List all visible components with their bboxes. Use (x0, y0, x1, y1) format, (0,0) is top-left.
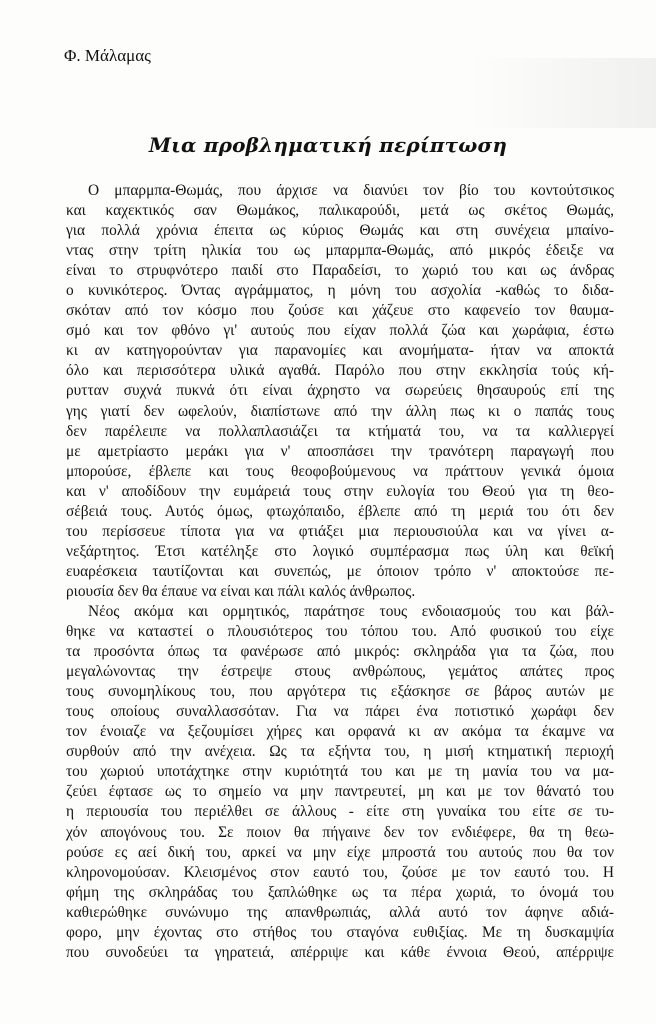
text-line: συρθούν από την ανέχεια. Ως τα εξήντα του, η μισή κτηματική περιοχή (66, 743, 614, 761)
text-line: του περίσσευε τίποτα για να φτιάξει μια περιουσιούλα και να γίνει α- (66, 522, 614, 540)
text-line: τους συνομηλίκους του, που αργότερα τις εξάσκησε σε βάρος αυτών με (66, 683, 614, 701)
text-line: μπορούσε, έβλεπε και τους θεοφοβούμενους να πράττουν γενικά όμοια (66, 462, 614, 480)
text-line: ευαρέσκεια ταυτίζονται και συνεπώς, με όποιον τρόπο ν' αποκτούσε πε- (66, 562, 614, 580)
text-line: ζεύει έφτασε ως το σημείο να μην παντρευτεί, μη και με τον θάνατό του (66, 783, 614, 801)
text-line: και καχεκτικός σαν Θωμάκος, παλικαρούδι, μετά ως σκέτος Θωμάς, (66, 202, 614, 220)
text-line: τα προσόντα όπως τα φανέρωσε από μικρός: σκληράδα για τα ζώα, που (66, 643, 614, 661)
text-line: σμό και τον φθόνο γι' αυτούς που είχαν πολλά ζώα και χωράφια, έστω (66, 322, 614, 340)
text-line: Ο μπαρμπα-Θωμάς, που άρχισε να διανύει τον βίο του κοντούτσικος (88, 182, 614, 199)
text-line: τον ένοιαζε να ξεζουμίσει χήρες και ορφανά κι αν ακόμα τα έκαμνε να (66, 723, 614, 741)
text-line: μεγαλώνοντας την έστρεψε στους ανθρώπους, γεμάτος απάτες προς (66, 663, 614, 681)
text-line: με αμετρίαστο μεράκι για ν' αποσπάσει την τρανότερη παραγωγή που (66, 442, 614, 460)
text-line: ρούσε ες αεί δική του, αρκεί να μην είχε μπροστά του αυτούς που θα τον (66, 843, 614, 861)
text-line: χόν απογόνους του. Σε ποιον θα πήγαινε δεν τον ενδιέφερε, θα τη θεω- (66, 823, 614, 841)
text-line: θηκε να καταστεί ο πλουσιότερος του τόπου του. Από φυσικού του είχε (66, 623, 614, 641)
text-line: ρυτταν συχνά πυκνά ότι είναι άχρηστο να σωρεύεις θησαυρούς επί της (66, 382, 614, 400)
text-line: που συνοδεύει τα γηρατειά, απέρριψε και κάθε έννοια Θεού, απέρριψε (66, 943, 614, 961)
text-line: ριουσία δεν θα έπαυε να είναι και πάλι καλός άνθρωπος. (66, 582, 416, 600)
text-line: για πολλά χρόνια έπειτα ως κύριος Θωμάς και στη συνέχεια μπαίνο- (66, 222, 614, 240)
text-line: σέβειά τους. Αυτός όμως, φτωχόπαιδο, έβλεπε από τη μεριά του ότι δεν (66, 502, 614, 520)
body-text (66, 181, 614, 963)
text-line: φορο, μην έχοντας στο στήθος του σταγόνα ευθιξίας. Με τη δυσκαμψία (66, 923, 614, 941)
text-line: και ν' αποδίδουν την ευμάρειά τους στην ευλογία του Θεού για τη θεο- (66, 482, 614, 500)
text-line: γης γιατί δεν ωφελούν, διαπίστωνε από την άλλη πως κι ο παπάς τους (66, 402, 614, 420)
text-line: όλο και περισσότερα υλικά αγαθά. Παρόλο που στην εκκλησία τούς κή- (66, 362, 614, 380)
text-line: κι αν κατηγορούνταν για παρανομίες και ανομήματα- ήταν να αποκτά (66, 342, 614, 360)
text-line: η περιουσία του περιέλθει σε άλλους - είτε στη γυναίκα του είτε σε τυ- (66, 803, 614, 821)
text-line: δεν παρέλειπε να πολλαπλασιάζει τα κτήματά του, να τα καλλιεργεί (66, 422, 614, 440)
text-line: καθιερώθηκε συνώνυμο της απανθρωπιάς, αλλά αυτό τον άφηνε αδιά- (66, 903, 614, 921)
chapter-title: Μια προβληματική περίπτωση (148, 133, 508, 157)
text-line: Νέος ακόμα και ορμητικός, παράτησε τους ενδοιασμούς του και βάλ- (88, 602, 614, 620)
text-line: ο κυνικότερος. Όντας αγράμματος, η μόνη του ασχολία -καθώς το διδα- (66, 282, 614, 300)
text-line: ντας στην τρίτη ηλικία του ως μπαρμπα-Θωμάς, από μικρός έδειξε να (66, 242, 614, 260)
text-line: του χωριού υποτάχτηκε στην κυριότητά του και με τη μανία του να μα- (66, 763, 614, 781)
running-header-author: Φ. Μάλαμας (64, 46, 151, 65)
text-line: νεξάρτητος. Έτσι κατέληξε στο λογικό συμπέρασμα πως ύλη και θεϊκή (66, 542, 614, 560)
text-line: κληρονομούσαν. Κλεισμένος στον εαυτό του, ζούσε με τον εαυτό του. Η (66, 863, 614, 881)
text-line: σκόταν από τον κόσμο που ζούσε και χάζευε στο καφενείο τον θαυμα- (66, 302, 614, 320)
bleed-through-shadow (470, 58, 656, 128)
text-line: τους οποίους συναλλασσόταν. Για να πάρει ένα ποτιστικό χωράφι δεν (66, 703, 614, 721)
text-line: είναι το στρυφνότερο παιδί στο Παραδείσι, το χωριό του και ως άνδρας (66, 262, 614, 280)
text-line: φήμη της σκληράδας του ξαπλώθηκε ως τα πέρα χωριά, το όνομά του (66, 883, 614, 901)
